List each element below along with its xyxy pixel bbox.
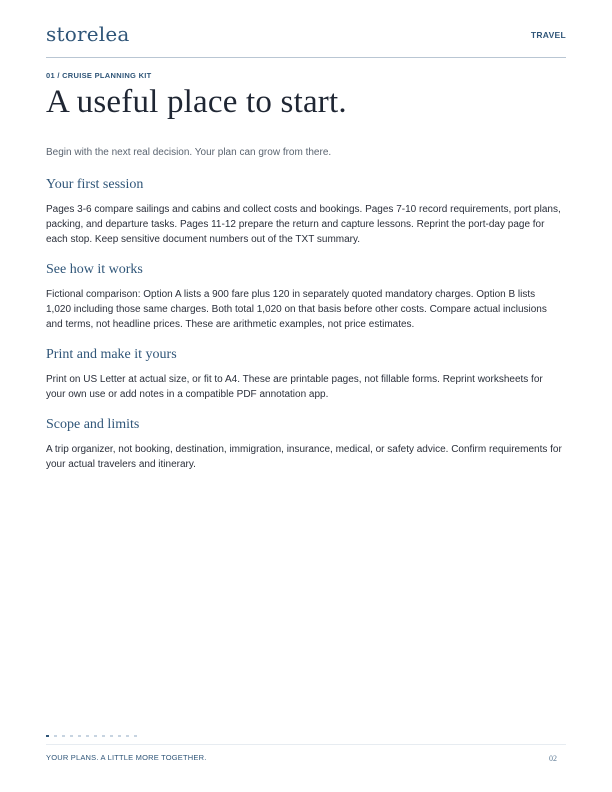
progress-dot xyxy=(62,735,65,737)
progress-dot xyxy=(134,735,137,737)
brand-logo: storelea xyxy=(46,22,130,46)
section-heading-scope: Scope and limits xyxy=(46,417,140,432)
progress-dot xyxy=(102,735,105,737)
section-body-first-session: Pages 3-6 compare sailings and cabins and collect costs and bookings. Pages 7-10 record requirements, port plans, packing, and departure tasks. Pages 11-12 prepare the return and capture lessons. Reprint the port-day page for each stop. Keep sensitive document numbers out of the TXT summary. xyxy=(46,204,561,245)
progress-dot xyxy=(54,735,57,737)
progress-dot xyxy=(78,735,81,737)
footer-divider xyxy=(46,744,566,745)
page-number: 02 xyxy=(549,754,557,763)
page-header xyxy=(46,22,566,58)
page-title: A useful place to start. xyxy=(46,84,347,120)
progress-dot xyxy=(70,735,73,737)
progress-dot xyxy=(86,735,89,737)
progress-dot xyxy=(118,735,121,737)
section-tag: TRAVEL xyxy=(530,30,566,40)
progress-dot xyxy=(94,735,97,737)
section-body-scope: A trip organizer, not booking, destination, immigration, insurance, medical, or safety advice. Confirm requirements for your actual travelers and itinerary. xyxy=(46,444,562,470)
progress-dot xyxy=(46,735,49,737)
eyebrow-label: 01 / CRUISE PLANNING KIT xyxy=(46,71,152,80)
content-sections xyxy=(46,177,562,487)
section-heading-first-session: Your first session xyxy=(46,177,144,192)
section-heading-print: Print and make it yours xyxy=(46,347,177,362)
intro-text: Begin with the next real decision. Your plan can grow from there. xyxy=(46,147,332,158)
section-body-how-it-works: Fictional comparison: Option A lists a 900 fare plus 120 in separately quoted mandatory charges. Option B lists 1,020 including those same charges. Both total 1,020 on that basis before other costs. Compare actual inclusions and terms, not headline prices. These are arithmetic examples, not price estimates. xyxy=(46,289,547,330)
section-body-print: Print on US Letter at actual size, or fit to A4. These are printable pages, not fillable forms. Reprint worksheets for your own use or add notes in a compatible PDF annotation app. xyxy=(46,374,543,400)
page-progress-indicator xyxy=(46,735,137,737)
section-heading-how-it-works: See how it works xyxy=(46,262,143,277)
footer-tagline: YOUR PLANS. A LITTLE MORE TOGETHER. xyxy=(46,753,207,762)
progress-dot xyxy=(110,735,113,737)
progress-dot xyxy=(126,735,129,737)
